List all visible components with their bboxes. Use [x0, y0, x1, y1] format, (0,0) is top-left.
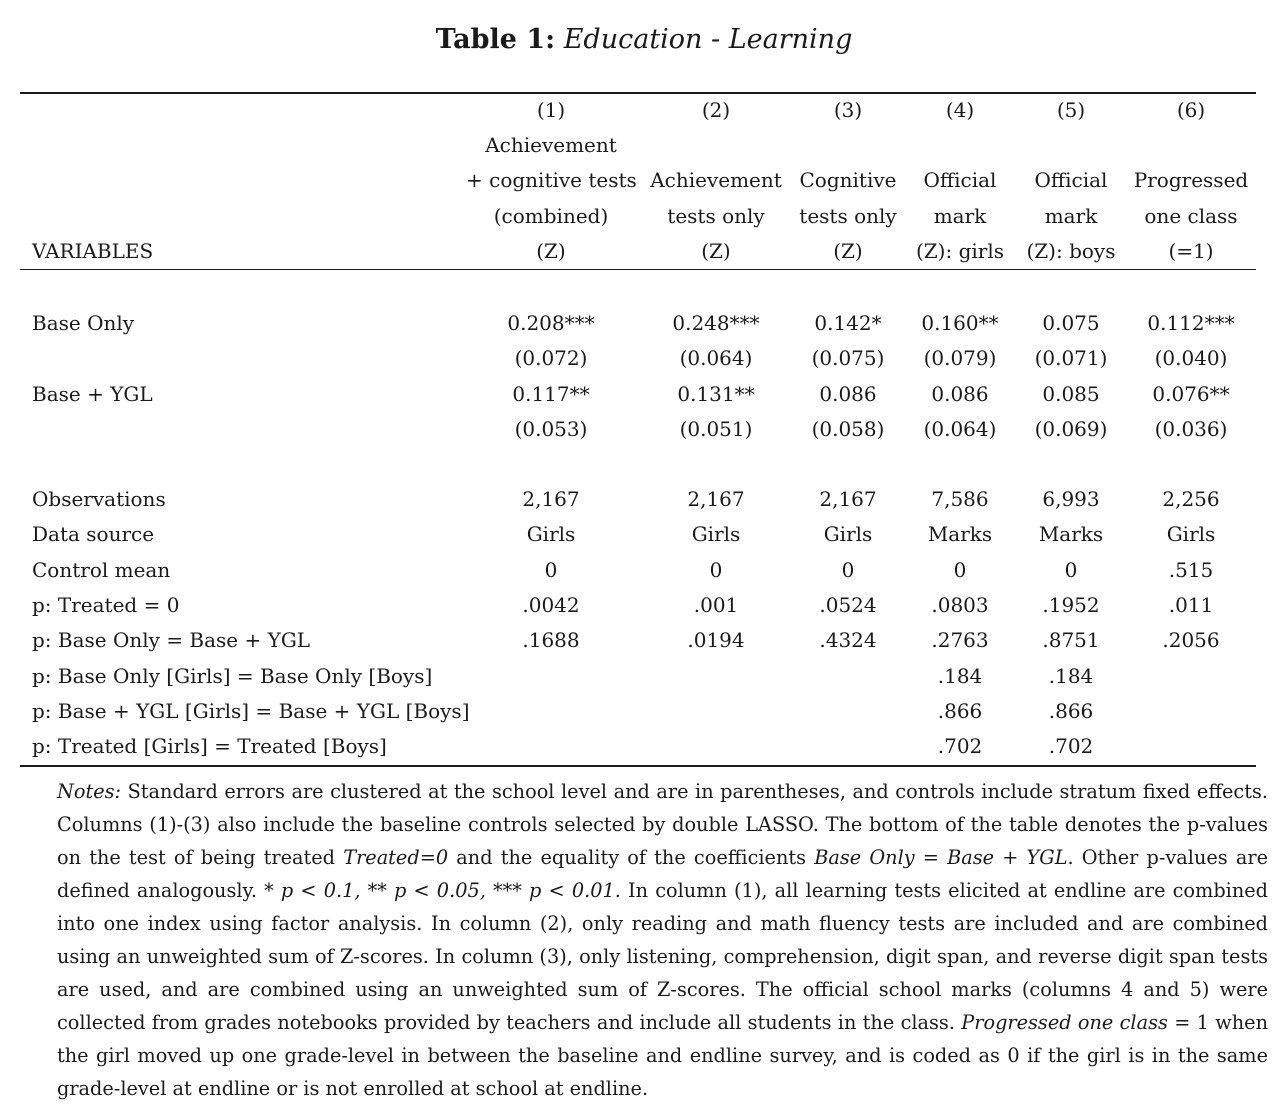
table-cell: .011 [1168, 592, 1214, 617]
table-cell: 2,167 [819, 487, 877, 511]
row-label: p: Treated [Girls] = Treated [Boys] [32, 734, 387, 759]
row-label: p: Base + YGL [Girls] = Base + YGL [Boys] [32, 698, 470, 723]
table-cell: Girls [526, 522, 576, 547]
table-cell: Marks [1038, 522, 1104, 547]
column-header-line: (Z) [833, 238, 863, 263]
variables-label: VARIABLES [32, 239, 154, 263]
table-cell: 0.112*** [1147, 311, 1235, 335]
column-header-line: Achievement [650, 168, 782, 193]
table-cell: .2763 [931, 628, 989, 653]
notes-text-4: Base Only = Base + YGL [814, 846, 1068, 869]
notes-text-1: Standard errors are clustered at the school level and are in parentheses, and controls include stratum fixed effects. Columns (1)-(3) also include the baseline controls selected by double LASSO. The bottom of the table denotes the p-values on the test of being treated [57, 780, 1268, 869]
table-cell: .702 [937, 734, 983, 759]
table-cell: .2056 [1162, 628, 1220, 653]
row-label: Data source [32, 522, 155, 547]
column-header-line: (Z) [701, 238, 731, 263]
table-cell: 0.131** [677, 381, 755, 406]
row-label: p: Treated = 0 [32, 592, 180, 617]
column-header-line: mark [1044, 203, 1098, 228]
notes-text-8: Progressed one class [961, 1011, 1168, 1034]
table-cell: .4324 [819, 628, 877, 653]
column-number: (5) [1056, 98, 1086, 122]
table-cell: (0.071) [1034, 346, 1108, 371]
table-cell: 7,586 [931, 487, 989, 511]
table-cell: (0.040) [1154, 346, 1228, 371]
column-header-line: (Z): girls [915, 238, 1005, 263]
column-header-line: Achievement [485, 133, 617, 157]
table-notes [57, 775, 1268, 1105]
notes-text-5: . Other p-values are defined analogously. [57, 846, 1268, 902]
row-label: p: Base Only [Girls] = Base Only [Boys] [32, 663, 433, 688]
table-cell: .702 [1048, 734, 1094, 759]
table-cell: 0 [544, 557, 558, 582]
notes-text-7: In column (1), all learning tests elicited at endline are combined into one index using factor analysis. In column (2), only reading and math fluency tests are included and are combined using an unweighted sum of Z-scores. In column (3), only listening, comprehension, digit span, and reverse digit span tests are used, and are combined using an unweighted sum of Z-scores. The official school marks (columns 4 and 5) were collected from grades notebooks provided by teachers and include all students in the class. [57, 879, 1268, 1034]
row-label: Control mean [32, 557, 171, 582]
row-label: Base + YGL [32, 381, 153, 406]
column-header-line: + cognitive tests [466, 168, 637, 193]
table-cell: (0.051) [679, 416, 753, 441]
table-cell: (0.075) [811, 346, 885, 371]
table-cell: Girls [691, 522, 741, 547]
table-cell: .184 [937, 663, 983, 688]
row-label: p: Base Only = Base + YGL [32, 628, 311, 653]
table-cell: Girls [823, 522, 873, 547]
table-cell: .8751 [1042, 628, 1100, 653]
notes-text-9: = 1 when the girl moved up one grade-level in between the baseline and endline survey, and is coded as 0 if the girl is in the same grade-level at endline or is not enrolled at school at endline. [57, 1011, 1268, 1100]
table-cell: 0.076** [1152, 381, 1230, 406]
table-cell: 6,993 [1042, 487, 1100, 511]
table-cell: 0.248*** [672, 311, 760, 335]
table-number: Table 1: [435, 24, 556, 55]
notes-text-2: Treated=0 [343, 846, 449, 869]
table-cell: 0.160** [921, 311, 999, 335]
notes-significance: * p < 0.1, ** p < 0.05, *** p < 0.01. [264, 879, 621, 902]
table-cell: (0.064) [923, 416, 997, 441]
bottom-rule [20, 765, 1256, 767]
table-cell: .1688 [522, 628, 580, 653]
table-cell: .184 [1048, 663, 1094, 688]
table-cell [1106, 729, 1276, 764]
table-cell: .866 [937, 698, 983, 723]
row-label: Base Only [32, 311, 135, 335]
table-cell [466, 729, 636, 764]
table-cell: 0 [841, 557, 855, 582]
table-cell [1106, 694, 1276, 729]
table-cell: .1952 [1042, 592, 1100, 617]
table-cell [466, 694, 636, 729]
header-rule [20, 269, 1256, 270]
column-number: (3) [833, 98, 863, 122]
column-header-line [1106, 128, 1276, 163]
table-cell: (0.053) [514, 416, 588, 441]
row-label: Observations [32, 487, 166, 511]
table-cell [466, 659, 636, 694]
notes-text-3: and the equality of the coefficients [448, 846, 815, 869]
column-header-line: (=1) [1168, 238, 1214, 263]
column-number: (6) [1176, 98, 1206, 122]
column-header-line: (Z) [536, 238, 566, 263]
table-cell: (0.069) [1034, 416, 1108, 441]
table-cell: 0 [953, 557, 967, 582]
table-cell: 0.085 [1042, 381, 1100, 406]
table-cell: 0 [709, 557, 723, 582]
table-cell: (0.079) [923, 346, 997, 371]
table-cell: Girls [1166, 522, 1216, 547]
table-cell: (0.036) [1154, 416, 1228, 441]
column-header-line: (combined) [493, 203, 609, 228]
column-header-line: tests only [667, 203, 765, 228]
table-cell: 0.208*** [507, 311, 595, 335]
table-cell: .0803 [931, 592, 989, 617]
table-cell: .0042 [522, 592, 580, 617]
table-cell: (0.058) [811, 416, 885, 441]
table-cell: 0.086 [931, 381, 989, 406]
column-header-line: Progressed [1133, 168, 1249, 193]
table-cell: .515 [1168, 557, 1214, 582]
column-header-line: Official [1034, 168, 1108, 193]
table-cell: .001 [693, 592, 739, 617]
table-cell: 0 [1064, 557, 1078, 582]
table-cell: 0.075 [1042, 311, 1100, 335]
table-cell: .866 [1048, 698, 1094, 723]
table-title [0, 22, 1288, 58]
table-cell: 0.086 [819, 381, 877, 406]
table-cell: 0.117** [512, 381, 590, 406]
column-header-line: one class [1144, 203, 1238, 228]
column-header-line: Cognitive [799, 168, 897, 193]
table-name: Education - Learning [563, 24, 853, 55]
notes-lead: Notes: [57, 780, 122, 803]
table-cell: 2,167 [687, 487, 745, 511]
column-header-line: Official [923, 168, 997, 193]
table-cell: 0.142* [814, 311, 882, 335]
table-cell: 2,167 [522, 487, 580, 511]
column-number: (1) [536, 98, 566, 122]
column-number: (4) [945, 98, 975, 122]
column-header-line: (Z): boys [1026, 238, 1116, 263]
column-header-line: tests only [799, 203, 897, 228]
table-cell: 2,256 [1162, 487, 1220, 511]
table-cell: .0524 [819, 592, 877, 617]
table-cell: Marks [927, 522, 993, 547]
table-cell: (0.072) [514, 346, 588, 371]
column-number: (2) [701, 98, 731, 122]
table-cell: .0194 [687, 628, 745, 653]
column-header-line: mark [933, 203, 987, 228]
table-cell [1106, 659, 1276, 694]
table-cell: (0.064) [679, 346, 753, 371]
